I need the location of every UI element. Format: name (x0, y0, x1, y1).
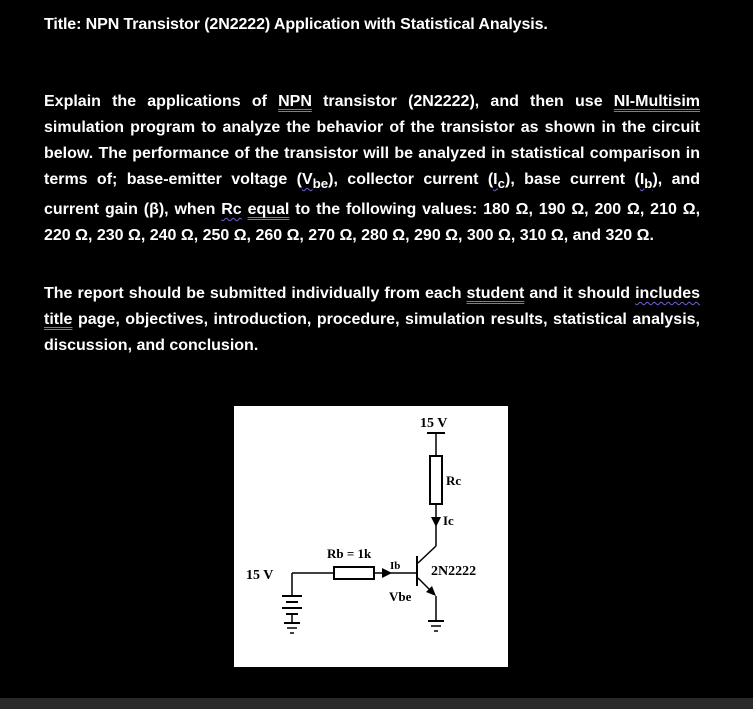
text-run: simulation program to analyze the behavior of the transistor as shown in the circuit below. The performance of the transistor will be analyzed in statistical comparison in terms of; base-emitter voltage ( (44, 119, 700, 188)
text-run: ), collector current ( (328, 171, 494, 188)
bottom-edge-bar (0, 698, 753, 709)
transistor-label: 2N2222 (431, 564, 477, 579)
text-run: The report should be submitted individually from each (44, 285, 467, 302)
text-run: Explain the applications of (44, 93, 279, 110)
text-run: NI-Multisim (613, 93, 701, 110)
ib-label: Ib (390, 560, 401, 572)
rb-label: Rb = 1k (327, 546, 372, 561)
rc-resistor (430, 456, 442, 504)
vbe-symbol: V (301, 171, 313, 188)
vbe-label: Vbe (389, 589, 412, 604)
text-run (493, 171, 506, 192)
text-run: and it should (524, 285, 636, 302)
text-run (639, 171, 653, 192)
text-run: ), and current gain (β) (44, 171, 701, 219)
text-run: Rc (221, 201, 242, 219)
text-run: NPN (278, 93, 312, 110)
ic-subscript: c (497, 176, 506, 192)
text-run: ), base current ( (505, 171, 640, 188)
ic-arrow-icon (431, 517, 441, 527)
collector-lead (418, 546, 436, 563)
text-run: includes (635, 285, 701, 302)
ib-symbol: I (639, 171, 645, 188)
report-requirements-paragraph (44, 281, 700, 359)
circuit-svg (234, 406, 508, 667)
text-run: page, objectives, introduction, procedure, simulation results, statistical analysis, discussion, and conclusion. (44, 311, 700, 354)
rb-resistor (334, 567, 374, 579)
text-run: student (466, 285, 525, 302)
ib-subscript: b (644, 176, 653, 192)
text-run: title (44, 311, 73, 328)
circuit-diagram (234, 406, 508, 667)
vbe-subscript: be (312, 176, 329, 192)
ic-label: Ic (443, 513, 454, 528)
text-run (301, 171, 329, 192)
supply-left-label: 15 V (246, 568, 274, 583)
supply-top-label: 15 V (420, 416, 448, 431)
page-title: Title: NPN Transistor (2N2222) Application with Statistical Analysis. (44, 16, 548, 33)
text-run: , when (164, 201, 222, 219)
ic-symbol: I (493, 171, 498, 188)
text-run: transistor (2N2222), and then use (311, 93, 614, 110)
rc-label: Rc (446, 473, 462, 488)
text-run: to the following values: 180 Ω, 190 Ω, 200 Ω, 210 Ω, 220 Ω, 230 Ω, 240 Ω, 250 Ω, 260 Ω, 270 Ω, 280 Ω, 290 Ω, 300 Ω, 310 Ω, and 320 Ω. (44, 201, 701, 245)
instructions-paragraph (44, 89, 700, 249)
text-run: equal (247, 201, 290, 219)
